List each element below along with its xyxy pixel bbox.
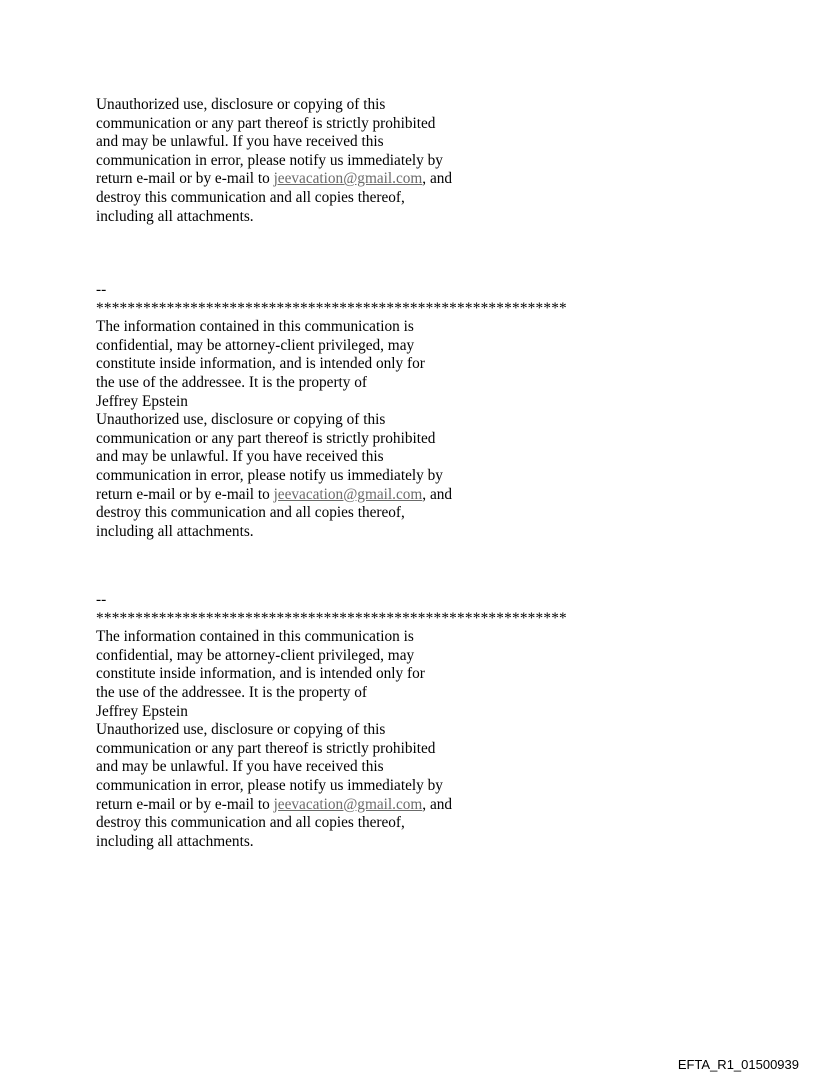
document-id: EFTA_R1_01500939: [677, 1057, 799, 1072]
info-line: the use of the addressee. It is the property of: [96, 683, 368, 701]
disclaimer-line: communication in error, please notify us immediately by: [96, 151, 443, 169]
return-email-line: [96, 796, 616, 815]
info-line: constitute inside information, and is intended only for: [96, 355, 425, 373]
disclaimer-line: and may be unlawful. If you have received this: [96, 758, 384, 776]
disclaimer-line: communication or any part thereof is strictly prohibited: [96, 739, 436, 757]
disclaimer-line: including all attachments.: [96, 832, 254, 850]
disclaimer-block-1: [96, 96, 616, 226]
disclaimer-block-2: [96, 281, 616, 541]
email-link[interactable]: jeevacation@gmail.com: [273, 170, 423, 188]
info-line: confidential, may be attorney-client privileged, may: [96, 336, 415, 354]
info-line: the use of the addressee. It is the property of: [96, 373, 368, 391]
return-prefix: return e-mail or by e-mail to: [96, 795, 274, 813]
disclaimer-line: communication or any part thereof is strictly prohibited: [96, 429, 436, 447]
info-line: The information contained in this communication is: [96, 628, 414, 646]
email-link[interactable]: jeevacation@gmail.com: [273, 485, 423, 503]
disclaimer-line: including all attachments.: [96, 522, 254, 540]
disclaimer-line: and may be unlawful. If you have received this: [96, 448, 384, 466]
return-suffix: , and: [422, 795, 453, 813]
disclaimer-line: Unauthorized use, disclosure or copying of this: [96, 96, 386, 113]
asterisk-divider: ************************************************************: [96, 299, 567, 317]
return-prefix: return e-mail or by e-mail to: [96, 170, 274, 188]
disclaimer-block-3: [96, 591, 616, 851]
email-link[interactable]: jeevacation@gmail.com: [273, 795, 423, 813]
info-line: constitute inside information, and is intended only for: [96, 665, 425, 683]
owner-name: Jeffrey Epstein: [96, 702, 188, 720]
disclaimer-line: destroy this communication and all copies thereof,: [96, 504, 405, 522]
disclaimer-line: Unauthorized use, disclosure or copying of this: [96, 721, 386, 739]
return-prefix: return e-mail or by e-mail to: [96, 485, 274, 503]
disclaimer-line: communication in error, please notify us immediately by: [96, 776, 443, 794]
return-suffix: , and: [422, 170, 453, 188]
disclaimer-line: and may be unlawful. If you have received this: [96, 133, 384, 151]
signature-separator: --: [96, 591, 107, 608]
disclaimer-line: including all attachments.: [96, 207, 254, 225]
return-email-line: [96, 486, 616, 505]
asterisk-divider: ************************************************************: [96, 609, 567, 627]
owner-name: Jeffrey Epstein: [96, 392, 188, 410]
disclaimer-line: communication in error, please notify us immediately by: [96, 466, 443, 484]
signature-separator: --: [96, 281, 107, 298]
disclaimer-line: Unauthorized use, disclosure or copying of this: [96, 411, 386, 429]
disclaimer-line: communication or any part thereof is strictly prohibited: [96, 114, 436, 132]
return-email-line: [96, 170, 616, 189]
info-line: confidential, may be attorney-client privileged, may: [96, 646, 415, 664]
return-suffix: , and: [422, 485, 453, 503]
disclaimer-line: destroy this communication and all copies thereof,: [96, 188, 405, 206]
info-line: The information contained in this communication is: [96, 318, 414, 336]
disclaimer-line: destroy this communication and all copies thereof,: [96, 814, 405, 832]
